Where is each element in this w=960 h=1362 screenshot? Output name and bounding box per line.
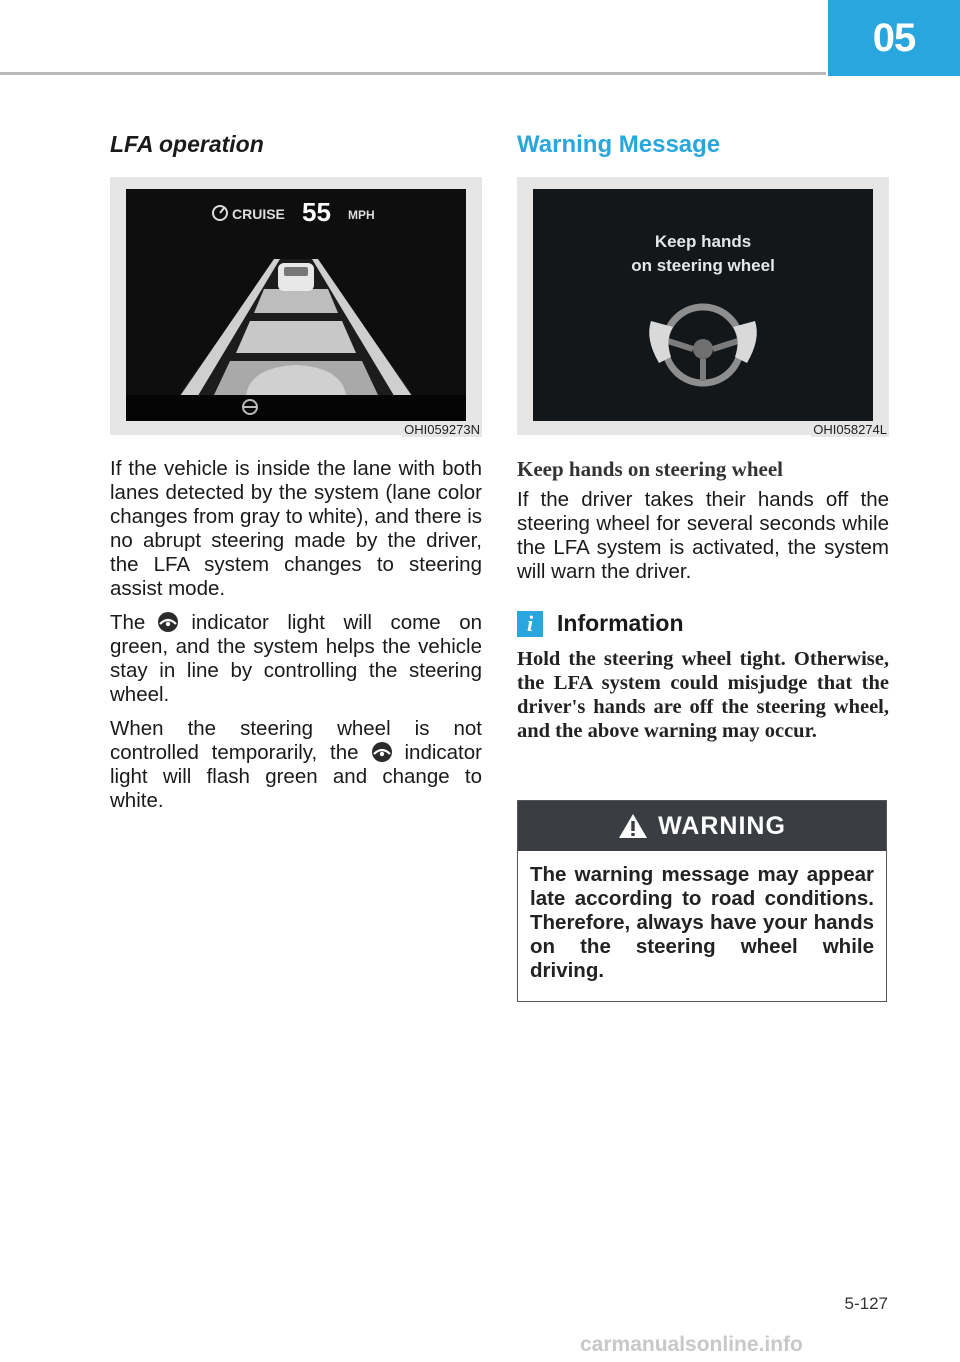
- figure-code: OHI058274L: [813, 422, 887, 437]
- figure-warning-screen: [517, 177, 889, 435]
- screen-line-2: on steering wheel: [631, 256, 775, 275]
- paragraph-indicator-flash: [110, 717, 482, 813]
- paragraph-hands-off-warning: If the driver takes their hands off the steering wheel for several seconds while the LFA system is activated, the system will warn the driver.: [517, 488, 889, 583]
- page-number: 5-127: [844, 1294, 888, 1313]
- p2-end: indicator light will come on green, and the system helps the vehicle stay in line by controlling the steering wheel.: [110, 611, 482, 706]
- warning-screen: [533, 189, 873, 421]
- information-icon: i: [517, 611, 543, 637]
- speed-unit: MPH: [348, 208, 375, 222]
- information-header: [517, 610, 889, 637]
- information-text: Hold the steering wheel tight. Otherwise, the LFA system could misjudge that the driver's hands are off the steering wheel, and the above warning may occur.: [517, 648, 889, 742]
- subheading-keep-hands: Keep hands on steering wheel: [517, 457, 784, 481]
- warning-text: The warning message may appear late according to road conditions. Therefore, always have your hands on the steering wheel while driving.: [530, 863, 874, 982]
- paragraph-steering-assist: If the vehicle is inside the lane with both lanes detected by the system (lane color changes from gray to white), and there is no abrupt steering made by the driver, the LFA system changes to steering assist mode.: [110, 457, 482, 600]
- section-title-warning-message: Warning Message: [517, 131, 721, 158]
- cruise-speed: 55: [302, 197, 331, 227]
- information-title: Information: [557, 610, 684, 636]
- paragraph-indicator-on: [110, 611, 482, 707]
- p3-end: indicator light will flash green and change to white.: [110, 741, 482, 812]
- cluster-screen: [126, 189, 466, 421]
- warning-header: [518, 801, 886, 851]
- section-title-lfa-operation: LFA operation: [110, 131, 264, 157]
- right-column: [517, 125, 889, 743]
- warning-title: WARNING: [658, 811, 786, 840]
- lfa-indicator-icon: [157, 611, 179, 633]
- cluster-graphic: [126, 189, 466, 421]
- footer-watermark: carmanualsonline.info: [580, 1333, 803, 1356]
- left-column: [110, 125, 482, 823]
- chapter-tab: 05: [828, 0, 960, 76]
- figure-lfa-cluster: [110, 177, 482, 435]
- warning-triangle-icon: [618, 813, 648, 839]
- warning-box: [517, 800, 887, 1002]
- footer-band: [0, 1334, 960, 1362]
- p2-start: The: [110, 611, 146, 634]
- cruise-label: CRUISE: [232, 206, 285, 222]
- header-rule: [0, 72, 826, 75]
- lfa-indicator-icon: [371, 741, 393, 763]
- figure-code: OHI059273N: [404, 422, 480, 437]
- warning-graphic: [533, 189, 873, 421]
- screen-line-1: Keep hands: [654, 232, 752, 251]
- p3-start: When the steering wheel is not controlled temporarily, the: [110, 717, 482, 764]
